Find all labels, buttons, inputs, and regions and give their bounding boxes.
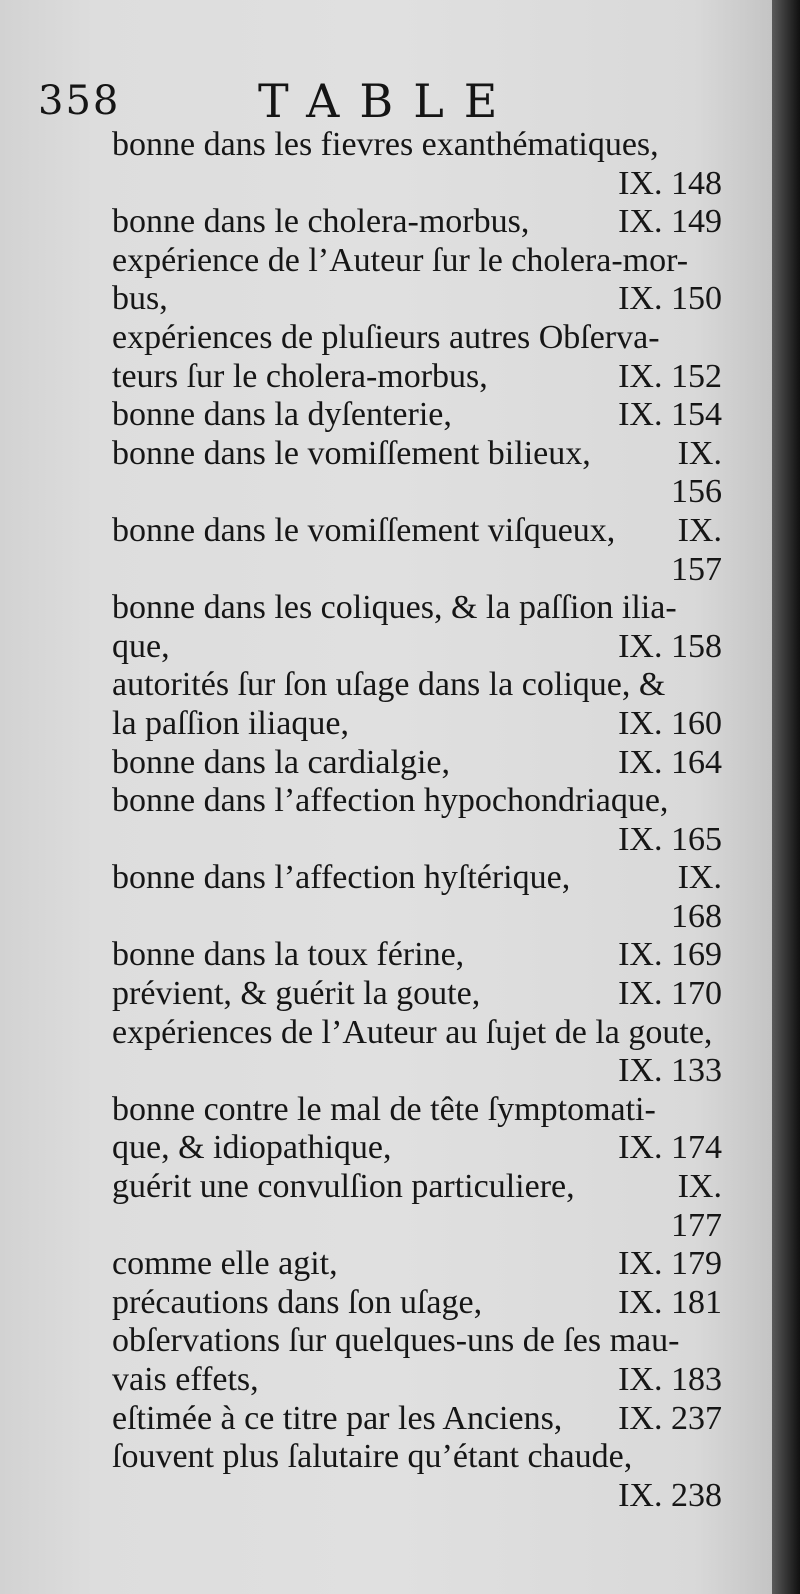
entry-text: ſouvent plus ſalutaire qu’étant chaude, [112,1438,633,1476]
entry-text: guérit une convulſion particuliere, [112,1168,575,1206]
entry-text: bonne dans les coliques, & la paſſion ilia- [112,589,677,627]
index-line [112,859,722,898]
entry-text: bonne dans le vomiſſement bilieux, [112,434,591,472]
entry-text: expériences de pluſieurs autres Obſerva- [112,318,660,356]
entry-reference: 177 [671,1206,722,1244]
page-edge [772,0,800,1594]
index-line [112,1207,722,1246]
index-line [112,435,722,474]
entry-reference: 156 [671,473,722,511]
entry-text: teurs ſur le cholera-morbus, [112,357,488,395]
entry-text: que, & idiopathique, [112,1129,392,1167]
index-line [112,1361,722,1400]
index-line [112,280,722,319]
index-line [112,512,722,551]
entry-text: bonne contre le mal de tête ſymptomati- [112,1090,656,1128]
index-line [112,821,722,860]
index-line [112,551,722,590]
entry-reference: IX. [677,859,722,897]
entry-text: bonne dans l’affection hypochondriaque, [112,782,669,820]
entry-text: obſervations ſur quelques-uns de ſes mau- [112,1322,680,1360]
entry-reference: IX. 179 [618,1245,722,1283]
index-line [112,1438,722,1477]
entry-text: expérience de l’Auteur ſur le cholera-mor- [112,241,689,279]
index-line [112,126,722,165]
index-line [112,1168,722,1207]
page-number: 358 [38,78,121,124]
index-line [112,1477,722,1516]
entry-reference: IX. 148 [618,164,722,202]
entry-text: bonne dans le vomiſſement viſqueux, [112,511,616,549]
entry-reference: IX. 165 [618,820,722,858]
index-line [112,358,722,397]
entry-reference: IX. 160 [618,704,722,742]
index-line [112,1284,722,1323]
entry-text: bonne dans l’affection hyſtérique, [112,859,571,897]
entry-text: bonne dans la dyſenterie, [112,396,452,434]
entry-text: bus, [112,280,168,318]
index-line [112,782,722,821]
index-line [112,242,722,281]
index-line [112,473,722,512]
entry-text: précautions dans ſon uſage, [112,1283,483,1321]
entry-reference: IX. [677,511,722,549]
index-line [112,1245,722,1284]
index-entries [112,126,722,1515]
index-line [112,744,722,783]
entry-text: bonne dans les fievres exanthématiques, [112,126,659,163]
entry-reference: IX. [677,1168,722,1206]
entry-text: expériences de l’Auteur au ſujet de la goute, [112,1013,713,1051]
index-line [112,898,722,937]
entry-text: prévient, & guérit la goute, [112,975,481,1013]
index-line [112,975,722,1014]
running-head: TABLE [258,74,518,128]
entry-text: comme elle agit, [112,1245,338,1283]
index-line [112,666,722,705]
entry-reference: IX. 152 [618,357,722,395]
entry-reference: IX. 149 [618,203,722,241]
entry-reference: IX. 150 [618,280,722,318]
entry-reference: IX. 158 [618,627,722,665]
entry-text: autorités ſur ſon uſage dans la colique, & [112,666,666,704]
index-line [112,936,722,975]
entry-reference: IX. 133 [618,1052,722,1090]
entry-text: vais effets, [112,1361,259,1398]
entry-reference: IX. 181 [618,1283,722,1321]
index-line [112,203,722,242]
entry-text: que, [112,627,170,665]
index-line [112,1400,722,1439]
index-line [112,589,722,628]
index-line [112,628,722,667]
index-line [112,1091,722,1130]
index-line [112,1322,722,1361]
entry-text: bonne dans la toux férine, [112,936,465,974]
entry-text: eſtimée à ce titre par les Anciens, [112,1399,563,1437]
entry-reference: IX. 169 [618,936,722,974]
entry-text: la paſſion iliaque, [112,704,349,742]
index-line [112,396,722,435]
index-line [112,1129,722,1168]
entry-reference: IX. 238 [618,1476,722,1514]
entry-text: bonne dans la cardialgie, [112,743,450,781]
entry-reference: IX. 183 [618,1361,722,1398]
index-line [112,1052,722,1091]
entry-text: bonne dans le cholera-morbus, [112,203,530,241]
entry-reference: IX. 170 [618,975,722,1013]
index-line [112,165,722,204]
index-line [112,1014,722,1053]
entry-reference: IX. 164 [618,743,722,781]
index-line [112,319,722,358]
entry-reference: IX. [677,434,722,472]
entry-reference: IX. 154 [618,396,722,434]
entry-reference: IX. 174 [618,1129,722,1167]
entry-reference: 157 [671,550,722,588]
entry-reference: IX. 237 [618,1399,722,1437]
index-line [112,705,722,744]
entry-reference: 168 [671,897,722,935]
